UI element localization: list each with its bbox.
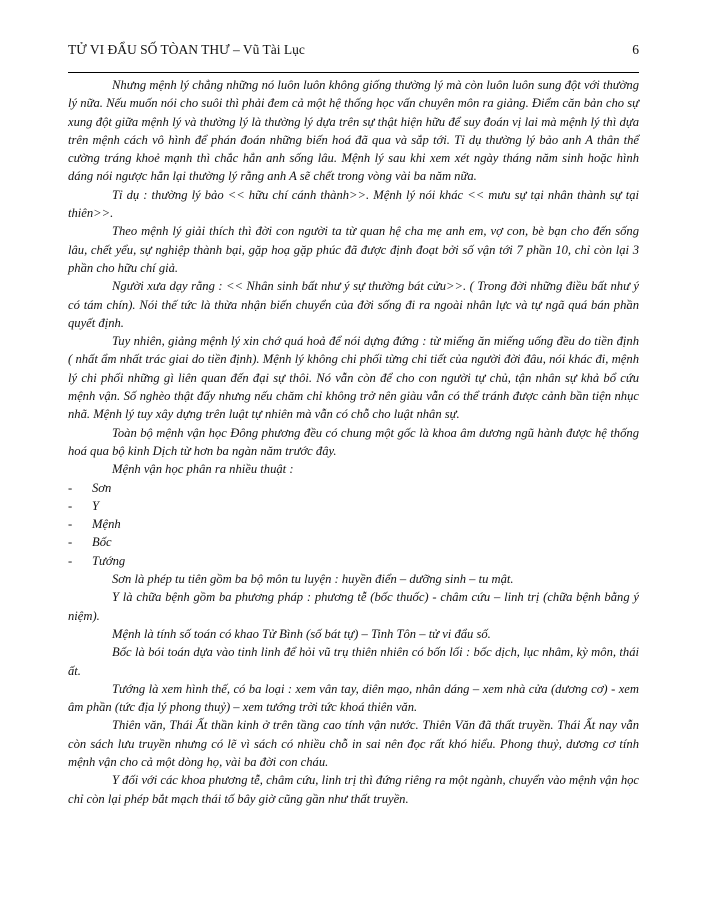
list-bullet: -	[68, 517, 73, 532]
list-item	[68, 552, 639, 570]
page-number: 6	[632, 42, 639, 57]
list-bullet: -	[68, 553, 73, 568]
list-bullet: -	[68, 480, 73, 495]
list-item-label: Bốc	[92, 535, 112, 550]
list-item	[68, 497, 639, 515]
paragraph: Tuy nhiên, giảng mệnh lý xin chớ quá hoả để nói dựng đứng : từ miếng ăn miếng uống đều do tiền định ( nhất ẩm nhất trác giai do tiền định). Mệnh lý không chi phối từng chi tiết của người đời đâu, nói khác đi, mệnh lý chi phối những gì liên quan đến đại sự thôi. Nó vẫn còn để cho con người tự chủ, tận nhân sự khả bổ cứu mệnh vận. Số nghèo thật đấy nhưng nếu chăm chỉ không trở nên giàu vẫn có thể tránh được cảnh bần tiện nhục nhã. Mệnh lý tuy xây dựng trên luật tự nhiên mà vẫn có chỗ cho luật nhân sự.	[68, 334, 639, 422]
author-name: Vũ Tài Lục	[242, 42, 305, 57]
title-separator: –	[232, 42, 240, 57]
paragraph: Y là chữa bệnh gồm ba phương pháp : phương tễ (bốc thuốc) - châm cứu – linh trị (chữa bệnh bằng ý niệm).	[68, 590, 639, 623]
list-item	[68, 515, 639, 533]
list-item-label: Sơn	[92, 480, 112, 495]
book-title: TỬ VI ĐẨU SỐ TÒAN THƯ	[68, 42, 230, 57]
paragraph: Bốc là bói toán dựa vào tinh linh để hỏi vũ trụ thiên nhiên có bốn lối : bốc dịch, lục nhâm, kỳ môn, thái ất.	[68, 645, 639, 678]
header-title-line	[68, 42, 305, 58]
paragraph: Mệnh vận học phân ra nhiều thuật :	[112, 462, 294, 477]
art-list	[68, 479, 639, 570]
paragraph: Toàn bộ mệnh vận học Đông phương đều có chung một gốc là khoa âm dương ngũ hành được hệ thống hoá qua bộ kinh Dịch từ hơn ba ngàn năm trước đây.	[68, 425, 639, 458]
paragraph: Y đối với các khoa phương tễ, châm cứu, linh trị thì đứng riêng ra một ngành, chuyển vào mệnh vận học chỉ còn lại phép bắt mạch thái tố bây giờ cũng gần như thất truyền.	[68, 773, 639, 806]
header-rule	[68, 72, 639, 73]
list-item	[68, 479, 639, 497]
list-bullet: -	[68, 535, 73, 550]
paragraph: Tướng là xem hình thế, có ba loại : xem vân tay, diên mạo, nhân dáng – xem nhà cửa (dương cơ) - xem âm phần (tức địa lý phong thuỷ) – xem tướng trời tức khoá thiên văn.	[68, 681, 639, 715]
list-item	[68, 533, 639, 551]
paragraph: Người xưa dạy rằng : << Nhân sinh bất như ý sự thường bát cửu>>. ( Trong đời những điều bất như ý có tám chín). Nói thế tức là thừa nhận biến chuyển của đời sống đi ra ngoài nhân lực và tự ngã quá bán phần quyết định.	[68, 279, 639, 330]
paragraph: Theo mệnh lý giải thích thì đời con người ta từ quan hệ cha mẹ anh em, vợ con, bè bạn cho đến sống lâu, chết yểu, sự nghiệp thành bại, gặp hoạ gặp phúc đã được định đoạt bởi số vận tới 7 phần 10, chỉ còn lại 3 phần cho hữu chí giả.	[68, 224, 639, 275]
paragraph: Sơn là phép tu tiên gồm ba bộ môn tu luyện : huyền điển – dưỡng sinh – tu mật.	[112, 572, 514, 587]
body-text	[68, 76, 639, 808]
paragraph: Nhưng mệnh lý chẳng những nó luôn luôn không giống thường lý mà còn luôn luôn sung đột với thường lý nữa. Nếu muốn nói cho suôi thì phải đem cả một hệ thống học vấn chuyên môn ra giảng. Điểm căn bản cho sự xung đột giữa mệnh lý và thường lý là thường lý dựa trên sự thật hiện hữu để suy đoán vị lai mà mệnh lý thì dựa trên mệnh cách vô hình để phán đoán những biến hoá đã qua và sắp tới. Tỉ dụ thường lý bảo anh A thân thể cường tráng khoẻ mạnh thì chắc hẳn anh sống lâu. Mệnh lý sau khi xem xét ngày tháng năm sinh hoặc hình dáng nói ngược hẳn lại thường lý rằng anh A sẽ chết trong vòng vài ba năm nữa.	[68, 78, 639, 184]
list-item-label: Mệnh	[92, 517, 121, 532]
page-header	[68, 42, 639, 58]
list-item-label: Tướng	[92, 553, 126, 568]
paragraph: Tỉ dụ : thường lý bảo << hữu chí cánh thành>>. Mệnh lý nói khác << mưu sự tại nhân thành sự tại thiên>>.	[68, 187, 639, 221]
list-item-label: Y	[92, 498, 100, 513]
list-bullet: -	[68, 498, 73, 513]
paragraph: Thiên văn, Thái Ất thần kinh ở trên tầng cao tính vận nước. Thiên Văn đã thất truyền. Thái Ất nay vẫn còn sách lưu truyền nhưng có lẽ vì sách có nhiều chỗ in sai nên đọc rất khó hiểu. Phong thuỷ, dương cơ tính mệnh vận cho cả một dòng họ, vài ba đời con cháu.	[68, 718, 639, 769]
paragraph: Mệnh là tính số toán có khao Tử Bình (số bát tự) – Tinh Tôn – tử vi đẩu số.	[112, 626, 491, 641]
